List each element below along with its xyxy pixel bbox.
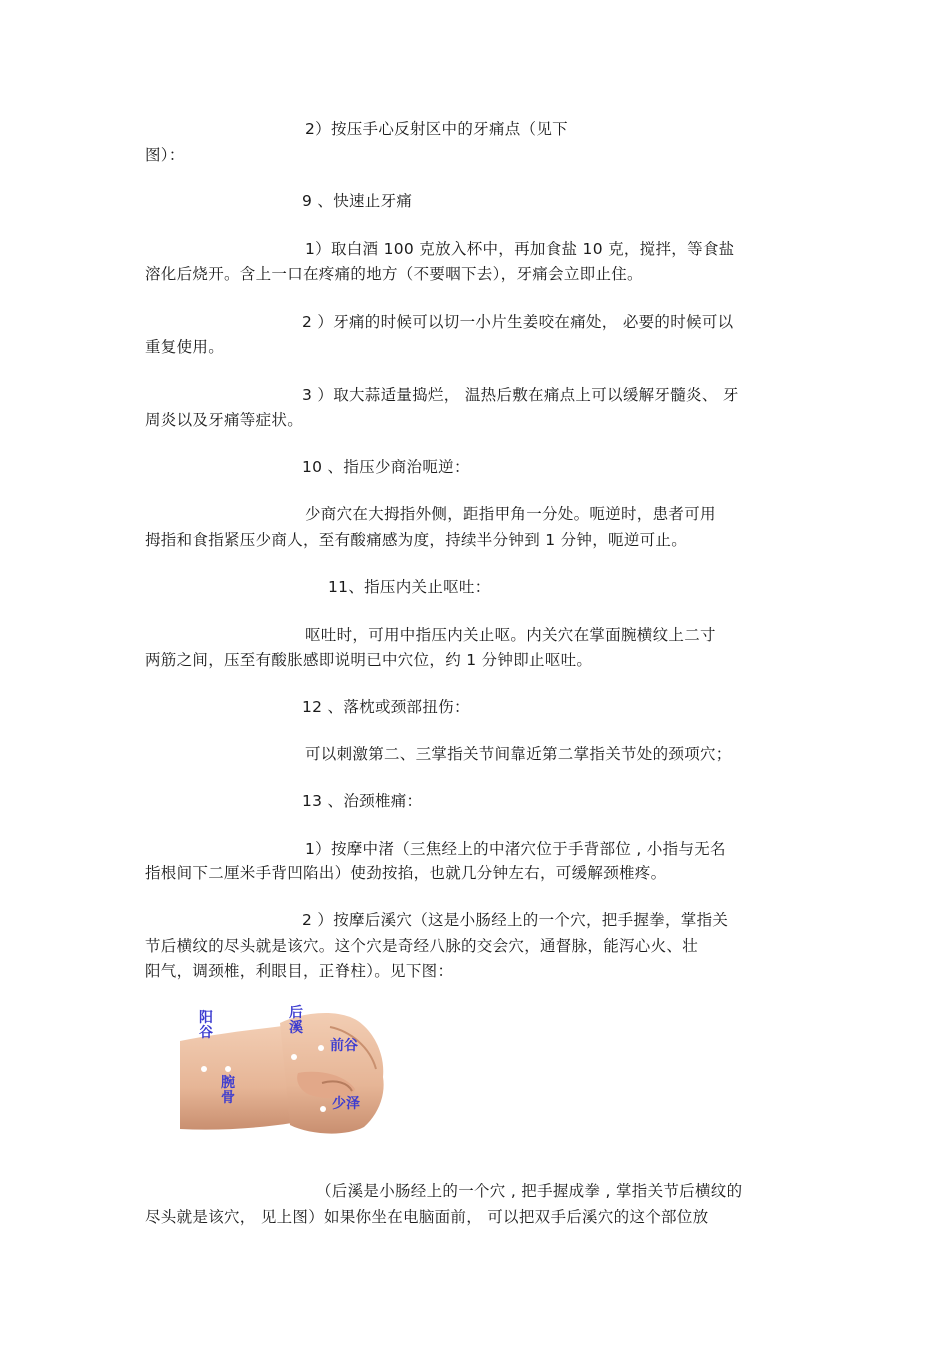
section-heading: 9 、快速止牙痛 [302,192,413,210]
text-line: 周炎以及牙痛等症状。 [145,411,304,429]
text-line: 呕吐时，可用中指压内关止呕。内关穴在掌面腕横纹上二寸 [305,626,716,644]
houxi-point [291,1054,297,1060]
text-line: 2 ）按摩后溪穴（这是小肠经上的一个穴，把手握拳，掌指关 [302,911,729,929]
text-line: 1）按摩中渚（三焦经上的中渚穴位于手背部位 , 小指与无名 [305,840,726,858]
text-line: 2）按压手心反射区中的牙痛点（见下 [305,120,568,138]
section-heading: 10 、指压少商治呃逆： [302,458,470,476]
section-heading: 12 、落枕或颈部扭伤： [302,698,470,716]
text-line: 1）取白酒 100 克放入杯中，再加食盐 10 克，搅拌，等食盐 [305,240,735,258]
section-heading: 13 、治颈椎痛： [302,792,423,810]
qiangu-point [318,1045,324,1051]
section-heading: 11、指压内关止呕吐： [328,578,491,596]
hand-acupoint-figure [180,1003,395,1138]
text-line: 两筋之间，压至有酸胀感即说明已中穴位，约 1 分钟即止呕吐。 [145,651,593,669]
yanggu-point [201,1066,207,1072]
text-line: 图）： [145,146,185,164]
label-qiangu: 前谷 [330,1038,358,1054]
label-yanggu: 阳谷 [199,1010,213,1041]
forearm-shape [180,1025,292,1130]
text-line: 可以刺激第二、三掌指关节间靠近第二掌指关节处的颈项穴； [305,745,732,763]
label-wangu: 腕骨 [221,1075,235,1106]
text-line: 少商穴在大拇指外侧，距指甲角一分处。呃逆时，患者可用 [305,505,716,523]
text-line: 2 ）牙痛的时候可以切一小片生姜咬在痛处， 必要的时候可以 [302,313,734,331]
text-line: 3 ）取大蒜适量捣烂， 温热后敷在痛点上可以缓解牙髓炎、 牙 [302,386,739,404]
shaoze-point [320,1106,326,1112]
wangu-point [225,1066,231,1072]
text-line: 节后横纹的尽头就是该穴。这个穴是奇经八脉的交会穴，通督脉，能泻心火、壮 [145,937,699,955]
text-line: 溶化后烧开。含上一口在疼痛的地方（不要咽下去），牙痛会立即止住。 [145,265,643,283]
text-line: 尽头就是该穴， 见上图）如果你坐在电脑面前， 可以把双手后溪穴的这个部位放 [145,1208,709,1226]
text-line: （后溪是小肠经上的一个穴 , 把手握成拳 , 掌指关节后横纹的 [316,1182,743,1200]
text-line: 阳气，调颈椎，利眼目，正脊柱）。见下图： [145,962,454,980]
text-line: 拇指和食指紧压少商人，至有酸痛感为度，持续半分钟到 1 分钟，呃逆可止。 [145,531,688,549]
text-line: 指根间下二厘米手背凹陷出）使劲按掐，也就几分钟左右，可缓解颈椎疼。 [145,864,667,882]
label-shaoze: 少泽 [332,1096,360,1112]
label-houxi: 后溪 [289,1005,303,1036]
text-line: 重复使用。 [145,338,225,356]
